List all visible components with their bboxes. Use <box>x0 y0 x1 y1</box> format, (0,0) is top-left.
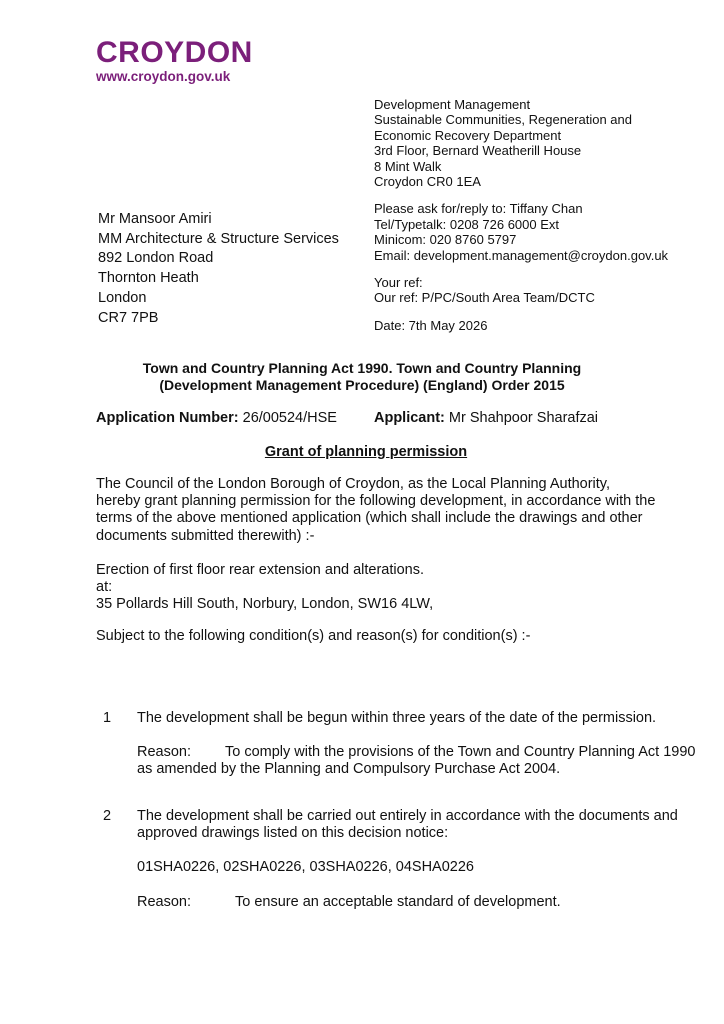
applicant <box>374 410 598 426</box>
sender-line: 3rd Floor, Bernard Weatherill House <box>374 143 582 159</box>
sender-line: Croydon CR0 1EA <box>374 174 481 190</box>
condition-text: The development shall be begun within three years of the date of the permission. <box>137 710 657 726</box>
applicant-value: Mr Shahpoor Sharafzai <box>448 410 599 426</box>
recipient-line: CR7 7PB <box>98 309 159 326</box>
contact-email: Email: development.management@croydon.gov.uk <box>374 247 669 263</box>
logo-name: CROYDON <box>96 36 253 69</box>
logo-url: www.croydon.gov.uk <box>96 69 231 84</box>
act-heading-line: Town and Country Planning Act 1990. Town and Country Planning <box>142 360 582 376</box>
recipient-line: London <box>98 289 147 306</box>
recipient-address-block <box>98 210 339 328</box>
reason-label: Reason: <box>137 893 192 910</box>
recipient-line: 892 London Road <box>98 250 214 267</box>
development-at: at: <box>96 579 113 596</box>
grant-heading: Grant of planning permission <box>264 444 468 460</box>
recipient-line: MM Architecture & Structure Services <box>98 230 339 247</box>
sender-line: 8 Mint Walk <box>374 158 442 174</box>
application-number-value: 26/00524/HSE <box>242 410 337 426</box>
subject-line: Subject to the following condition(s) and reason(s) for condition(s) :- <box>96 628 531 644</box>
sender-line: Economic Recovery Department <box>374 127 562 143</box>
approved-drawings: 01SHA0226, 02SHA0226, 03SHA0226, 04SHA0226 <box>137 859 474 876</box>
reason-label: Reason: <box>137 744 192 761</box>
recipient-line: Mr Mansoor Amiri <box>98 211 212 227</box>
reason-text: To comply with the provisions of the Town and Country Planning Act 1990 <box>225 744 696 761</box>
reason-text-continued: as amended by the Planning and Compulsory Purchase Act 2004. <box>137 761 561 778</box>
contact-minicom: Minicom: 020 8760 5797 <box>374 232 517 248</box>
development-block <box>96 562 656 614</box>
condition-number: 2 <box>103 808 112 824</box>
our-ref: Our ref: P/PC/South Area Team/DCTC <box>374 290 595 306</box>
croydon-logo <box>96 38 253 84</box>
sender-address-block <box>374 97 719 333</box>
act-heading <box>96 360 628 394</box>
condition-item <box>96 710 711 779</box>
contact-name: Please ask for/reply to: Tiffany Chan <box>374 201 583 217</box>
act-heading-line: (Development Management Procedure) (England) Order 2015 <box>159 377 565 393</box>
intro-paragraph: The Council of the London Borough of Croydon, as the Local Planning Authority, hereby grant planning permission for the following development, in accordance with the terms of the above mentioned application (which shall include the drawings and other documents submitted therewith) :- <box>96 476 656 544</box>
application-number-label: Application Number: <box>96 410 239 426</box>
condition-number: 1 <box>103 710 112 726</box>
letter-date: Date: 7th May 2026 <box>374 317 488 333</box>
recipient-line: Thornton Heath <box>98 270 199 287</box>
reason-text: To ensure an acceptable standard of development. <box>235 893 561 910</box>
your-ref: Your ref: <box>374 275 423 291</box>
applicant-label: Applicant: <box>374 410 445 426</box>
condition-text: The development shall be carried out entirely in accordance with the documents and approved drawings listed on this decision notice: <box>137 808 678 842</box>
contact-tel: Tel/Typetalk: 0208 726 6000 Ext <box>374 216 560 232</box>
sender-line: Development Management <box>374 97 531 112</box>
application-number <box>96 410 337 426</box>
development-description: Erection of first floor rear extension and alterations. <box>96 562 425 578</box>
sender-line: Sustainable Communities, Regeneration and <box>374 112 632 128</box>
condition-item <box>96 808 711 911</box>
development-address: 35 Pollards Hill South, Norbury, London, SW16 4LW, <box>96 596 434 613</box>
